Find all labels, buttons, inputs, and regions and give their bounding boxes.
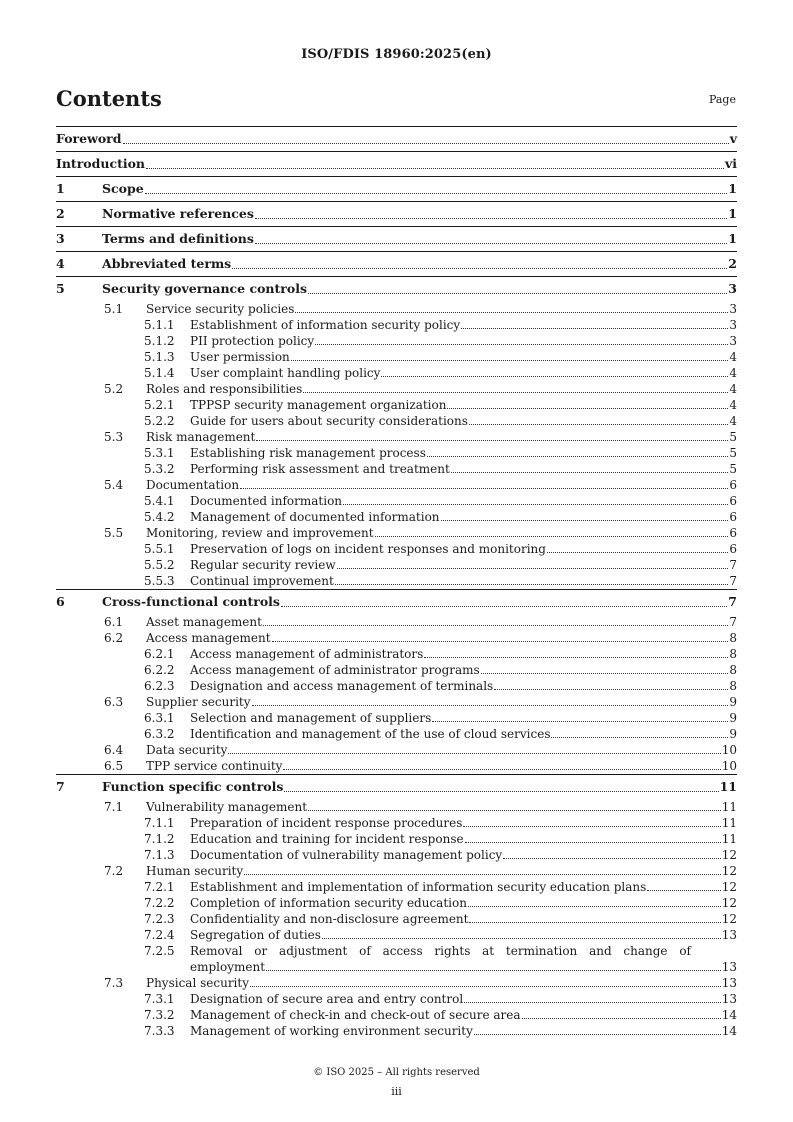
toc-entry-page: 9 <box>729 727 737 741</box>
toc-entry-number: 6 <box>56 594 65 609</box>
toc-entry-number: 7.2.3 <box>144 912 175 926</box>
toc-entry-number: 5.2 <box>104 382 124 396</box>
toc-entry-title: Supplier security <box>146 695 251 709</box>
toc-entry-page: 4 <box>729 350 737 364</box>
toc-entry-page: 12 <box>721 864 737 878</box>
toc-entry-title: Confidentiality and non-disclosure agreement <box>190 912 469 926</box>
dot-leader <box>272 640 729 642</box>
toc-entry-title: Preservation of logs on incident responses and monitoring <box>190 542 546 556</box>
dot-leader <box>145 192 728 194</box>
toc-entry-number: 5.5.3 <box>144 574 175 588</box>
dot-leader <box>337 567 729 569</box>
toc-entry-page: 8 <box>729 679 737 693</box>
toc-entry-title-continued: employment <box>190 960 266 974</box>
toc-entry[interactable] <box>56 477 737 493</box>
toc-entry-title: TPP service continuity <box>146 759 283 773</box>
dot-leader <box>647 889 720 891</box>
dot-leader <box>255 242 727 244</box>
toc-entry[interactable] <box>56 799 737 815</box>
toc-entry-number: 6.5 <box>104 759 124 773</box>
dot-leader <box>283 768 720 770</box>
toc-entry-title: Access management of administrators <box>190 647 424 661</box>
toc-entry-title: Function specific controls <box>102 779 284 794</box>
toc-entry-title: Management of working environment security <box>190 1024 473 1038</box>
dot-leader <box>469 423 728 425</box>
toc-entry-page: 4 <box>729 398 737 412</box>
toc-entry-page: 3 <box>729 334 737 348</box>
toc-entry-number: 6.3.1 <box>144 711 175 725</box>
toc-entry-page: 5 <box>729 446 737 460</box>
dot-leader <box>503 857 721 859</box>
dot-leader <box>463 825 720 827</box>
toc-entry-title: Asset management <box>146 615 262 629</box>
toc-entry[interactable] <box>56 662 737 678</box>
toc-entry-page: 3 <box>729 302 737 316</box>
toc-entry[interactable] <box>56 630 737 646</box>
toc-entry-title: Roles and responsibilities <box>146 382 303 396</box>
toc-entry-number: 7.1.3 <box>144 848 175 862</box>
toc-entry-page: 11 <box>721 832 737 846</box>
dot-leader <box>146 167 724 169</box>
toc-entry-number: 7.3.1 <box>144 992 175 1006</box>
dot-leader <box>375 535 729 537</box>
toc-entry[interactable] <box>56 742 737 758</box>
toc-entry-number: 6.2 <box>104 631 124 645</box>
dot-leader <box>335 583 729 585</box>
toc-entry-page: 8 <box>729 631 737 645</box>
dot-leader <box>232 267 727 269</box>
toc-entry[interactable] <box>56 557 737 573</box>
toc-entry-title: Documented information <box>190 494 343 508</box>
toc-entry[interactable] <box>56 317 737 333</box>
toc-entry-number: 7.1.2 <box>144 832 175 846</box>
dot-leader <box>263 624 728 626</box>
toc-entry-number: 7.2.2 <box>144 896 175 910</box>
toc-entry[interactable] <box>56 509 737 525</box>
dot-leader <box>461 327 728 329</box>
toc-entry[interactable] <box>56 911 737 927</box>
page-column-label: Page <box>708 93 736 106</box>
dot-leader <box>295 311 728 313</box>
toc-entry-title: Vulnerability management <box>146 800 308 814</box>
toc-entry-title: Terms and definitions <box>102 231 254 246</box>
toc-entry-number: 7.2 <box>104 864 124 878</box>
toc-entry[interactable] <box>56 943 737 975</box>
toc-entry[interactable] <box>56 726 737 742</box>
dot-leader <box>468 905 721 907</box>
toc-entry-page: 13 <box>721 960 737 974</box>
toc-entry-page: 7 <box>729 574 737 588</box>
toc-entry-number: 7.3.2 <box>144 1008 175 1022</box>
toc-entry-title: Continual improvement <box>190 574 334 588</box>
toc-entry-number: 5.3.2 <box>144 462 175 476</box>
toc-entry-number: 5.1.3 <box>144 350 175 364</box>
toc-entry-title: Physical security <box>146 976 249 990</box>
toc-entry-number: 6.4 <box>104 743 124 757</box>
dot-leader <box>469 921 720 923</box>
toc-entry[interactable] <box>56 151 737 176</box>
toc-entry-title: Access management <box>146 631 271 645</box>
dot-leader <box>322 937 721 939</box>
toc-entry-page: 14 <box>721 1008 737 1022</box>
toc-entry[interactable] <box>56 1007 737 1023</box>
toc-entry-page: 9 <box>729 695 737 709</box>
toc-entry-title: Preparation of incident response procedures <box>190 816 463 830</box>
toc-entry-title: Data security <box>146 743 228 757</box>
toc-entry-title: Management of check-in and check-out of secure area <box>190 1008 521 1022</box>
dot-leader <box>240 487 728 489</box>
toc-entry-page: 4 <box>729 382 737 396</box>
toc-entry-title: Identification and management of the use of cloud services <box>190 727 551 741</box>
dot-leader <box>427 455 729 457</box>
copyright-notice: © ISO 2025 – All rights reserved <box>313 1067 480 1078</box>
toc-entry[interactable] <box>56 381 737 397</box>
toc-entry[interactable] <box>56 927 737 943</box>
toc-entry-number: 7.2.4 <box>144 928 175 942</box>
toc-entry-page: 6 <box>729 542 737 556</box>
toc-entry-title: User complaint handling policy <box>190 366 381 380</box>
toc-entry[interactable] <box>56 525 737 541</box>
dot-leader <box>464 1001 721 1003</box>
toc-entry[interactable] <box>56 333 737 349</box>
toc-entry-number: 5.2.1 <box>144 398 175 412</box>
toc-entry-page: 12 <box>721 880 737 894</box>
toc-entry-number: 7.3.3 <box>144 1024 175 1038</box>
toc-entry-number: 1 <box>56 181 65 196</box>
toc-entry[interactable] <box>56 758 737 774</box>
toc-entry-page: 11 <box>721 800 737 814</box>
toc-entry[interactable] <box>56 201 737 226</box>
toc-entry-title: Service security policies <box>146 302 295 316</box>
toc-entry-number: 7.2.5 <box>144 944 175 958</box>
toc-entry[interactable] <box>56 694 737 710</box>
toc-entry-number: 6.3.2 <box>144 727 175 741</box>
toc-entry[interactable] <box>56 251 737 276</box>
dot-leader <box>551 736 728 738</box>
toc-entry-number: 4 <box>56 256 65 271</box>
toc-entry-title: Access management of administrator programs <box>190 663 480 677</box>
toc-entry[interactable] <box>56 815 737 831</box>
toc-entry-title: Abbreviated terms <box>102 256 232 271</box>
dot-leader <box>284 790 718 792</box>
toc-entry-title: Completion of information security education <box>190 896 467 910</box>
toc-entry-page: 6 <box>729 494 737 508</box>
toc-entry-number: 6.2.3 <box>144 679 175 693</box>
toc-entry[interactable] <box>56 774 737 799</box>
toc-entry-title: Selection and management of suppliers <box>190 711 432 725</box>
toc-entry-page: 1 <box>728 231 737 246</box>
toc-entry[interactable] <box>56 276 737 301</box>
toc-entry[interactable] <box>56 413 737 429</box>
toc-entry-page: 3 <box>728 281 737 296</box>
dot-leader <box>308 809 721 811</box>
toc-entry-number: 6.2.1 <box>144 647 175 661</box>
toc-entry-title: Removal or adjustment of access rights at termination and change of <box>190 944 691 958</box>
toc-entry-number: 5.2.2 <box>144 414 175 428</box>
toc-entry-title: User permission <box>190 350 290 364</box>
toc-entry-page: 12 <box>721 896 737 910</box>
toc-entry[interactable] <box>56 991 737 1007</box>
toc-entry-title: Documentation of vulnerability management policy <box>190 848 503 862</box>
toc-entry-number: 5.5 <box>104 526 124 540</box>
toc-entry-number: 5.3.1 <box>144 446 175 460</box>
toc-entry-title: Human security <box>146 864 244 878</box>
toc-entry-number: 5.1 <box>104 302 124 316</box>
dot-leader <box>228 752 720 754</box>
toc-entry-number: 5.1.2 <box>144 334 175 348</box>
dot-leader <box>424 656 728 658</box>
toc-entry-number: 6.2.2 <box>144 663 175 677</box>
toc-entry-title: Risk management <box>146 430 256 444</box>
toc-entry[interactable] <box>56 975 737 991</box>
toc-entry-title: Cross-functional controls <box>102 594 280 609</box>
toc-entry[interactable] <box>56 863 737 879</box>
toc-entry-number: 5.1.1 <box>144 318 175 332</box>
toc-entry-page: 4 <box>729 366 737 380</box>
toc-entry-number: 2 <box>56 206 65 221</box>
toc-entry-number: 5.3 <box>104 430 124 444</box>
toc-entry-page: 12 <box>721 912 737 926</box>
toc-entry[interactable] <box>56 301 737 317</box>
dot-leader <box>451 471 729 473</box>
toc-entry[interactable] <box>56 493 737 509</box>
document-header: ISO/FDIS 18960:2025(en) <box>301 47 492 62</box>
toc-entry-title: Documentation <box>146 478 240 492</box>
toc-entry-title: Designation and access management of terminals <box>190 679 494 693</box>
toc-entry-page: 13 <box>721 928 737 942</box>
toc-entry-title: PII protection policy <box>190 334 315 348</box>
toc-entry-number: 7.1 <box>104 800 124 814</box>
toc-entry-page: 11 <box>719 779 737 794</box>
toc-entry[interactable] <box>56 397 737 413</box>
toc-entry-title: Education and training for incident response <box>190 832 464 846</box>
toc-entry-page: 4 <box>729 414 737 428</box>
toc-entry-title: Security governance controls <box>102 281 307 296</box>
dot-leader <box>256 439 728 441</box>
toc-entry[interactable] <box>56 429 737 445</box>
toc-entry-title: Guide for users about security considerations <box>190 414 468 428</box>
toc-entry-page: 1 <box>728 181 737 196</box>
dot-leader <box>494 688 728 690</box>
dot-leader <box>315 343 728 345</box>
toc-entry-page: 7 <box>728 594 737 609</box>
dot-leader <box>250 985 721 987</box>
toc-entry-page: 10 <box>721 759 737 773</box>
toc-entry-number: 6.3 <box>104 695 124 709</box>
toc-entry-title: TPPSP security management organization <box>190 398 447 412</box>
toc-entry-page: 1 <box>728 206 737 221</box>
toc-entry[interactable] <box>56 541 737 557</box>
toc-entry[interactable] <box>56 176 737 201</box>
contents-title: Contents <box>56 86 162 111</box>
toc-entry[interactable] <box>56 126 737 151</box>
toc-entry-page: 7 <box>729 558 737 572</box>
toc-entry[interactable] <box>56 831 737 847</box>
dot-leader <box>432 720 728 722</box>
dot-leader <box>381 375 728 377</box>
toc-entry[interactable] <box>56 573 737 589</box>
toc-entry[interactable] <box>56 710 737 726</box>
toc-entry-number: 7.3 <box>104 976 124 990</box>
dot-leader <box>255 217 727 219</box>
toc-entry-title: Performing risk assessment and treatment <box>190 462 450 476</box>
toc-entry-number: 6.1 <box>104 615 124 629</box>
dot-leader <box>281 605 727 607</box>
toc-entry-number: 5.4.1 <box>144 494 175 508</box>
toc-entry-page: 7 <box>729 615 737 629</box>
toc-entry[interactable] <box>56 365 737 381</box>
dot-leader <box>343 503 728 505</box>
toc-entry-page: 6 <box>729 510 737 524</box>
toc-entry[interactable] <box>56 226 737 251</box>
dot-leader <box>266 969 721 971</box>
toc-entry-title: Segregation of duties <box>190 928 321 942</box>
toc-entry-title: Regular security review <box>190 558 336 572</box>
toc-entry-number: 5 <box>56 281 65 296</box>
toc-entry[interactable] <box>56 678 737 694</box>
dot-leader <box>547 551 728 553</box>
table-of-contents <box>56 126 737 1039</box>
toc-entry-page: 3 <box>729 318 737 332</box>
dot-leader <box>474 1033 721 1035</box>
toc-entry-title: Scope <box>102 181 144 196</box>
toc-entry-title: Designation of secure area and entry control <box>190 992 464 1006</box>
dot-leader <box>447 407 728 409</box>
toc-entry-page: vi <box>724 156 737 171</box>
toc-entry-title: Management of documented information <box>190 510 440 524</box>
dot-leader <box>252 704 729 706</box>
dot-leader <box>481 672 729 674</box>
toc-entry-page: 12 <box>721 848 737 862</box>
toc-entry[interactable] <box>56 1023 737 1039</box>
toc-entry-number: 7.2.1 <box>144 880 175 894</box>
toc-entry[interactable] <box>56 847 737 863</box>
dot-leader <box>123 142 729 144</box>
toc-entry-number: 5.5.1 <box>144 542 175 556</box>
toc-entry-title: Establishment and implementation of information security education plans <box>190 880 647 894</box>
toc-entry-page: 11 <box>721 816 737 830</box>
dot-leader <box>308 292 727 294</box>
toc-entry[interactable] <box>56 349 737 365</box>
dot-leader <box>303 391 728 393</box>
toc-entry-page: 9 <box>729 711 737 725</box>
page-number: iii <box>391 1085 402 1098</box>
toc-entry-number: 7.1.1 <box>144 816 175 830</box>
toc-entry-page: 8 <box>729 663 737 677</box>
toc-entry-page: v <box>729 131 737 146</box>
toc-entry-number: 3 <box>56 231 65 246</box>
toc-entry-number: 5.4 <box>104 478 124 492</box>
toc-entry[interactable] <box>56 445 737 461</box>
toc-entry-page: 14 <box>721 1024 737 1038</box>
toc-entry[interactable] <box>56 646 737 662</box>
toc-entry-page: 13 <box>721 976 737 990</box>
toc-entry[interactable] <box>56 895 737 911</box>
toc-entry-number: 7 <box>56 779 65 794</box>
toc-entry-title: Foreword <box>56 131 122 146</box>
toc-entry-page: 5 <box>729 462 737 476</box>
toc-entry-page: 6 <box>729 478 737 492</box>
toc-entry-title: Normative references <box>102 206 254 221</box>
toc-entry[interactable] <box>56 589 737 614</box>
dot-leader <box>291 359 729 361</box>
toc-entry-title: Monitoring, review and improvement <box>146 526 374 540</box>
toc-entry-number: 5.4.2 <box>144 510 175 524</box>
toc-entry[interactable] <box>56 614 737 630</box>
toc-entry-number: 5.1.4 <box>144 366 175 380</box>
toc-entry-page: 8 <box>729 647 737 661</box>
toc-entry-title: Introduction <box>56 156 146 171</box>
toc-entry-number: 5.5.2 <box>144 558 175 572</box>
toc-entry-page: 13 <box>721 992 737 1006</box>
toc-entry[interactable] <box>56 461 737 477</box>
dot-leader <box>465 841 721 843</box>
toc-entry-title: Establishment of information security policy <box>190 318 461 332</box>
dot-leader <box>522 1017 721 1019</box>
toc-entry-page: 5 <box>729 430 737 444</box>
toc-entry[interactable] <box>56 879 737 895</box>
toc-entry-page: 6 <box>729 526 737 540</box>
dot-leader <box>244 873 721 875</box>
dot-leader <box>441 519 729 521</box>
toc-entry-title: Establishing risk management process <box>190 446 426 460</box>
toc-entry-page: 2 <box>728 256 737 271</box>
toc-entry-page: 10 <box>721 743 737 757</box>
